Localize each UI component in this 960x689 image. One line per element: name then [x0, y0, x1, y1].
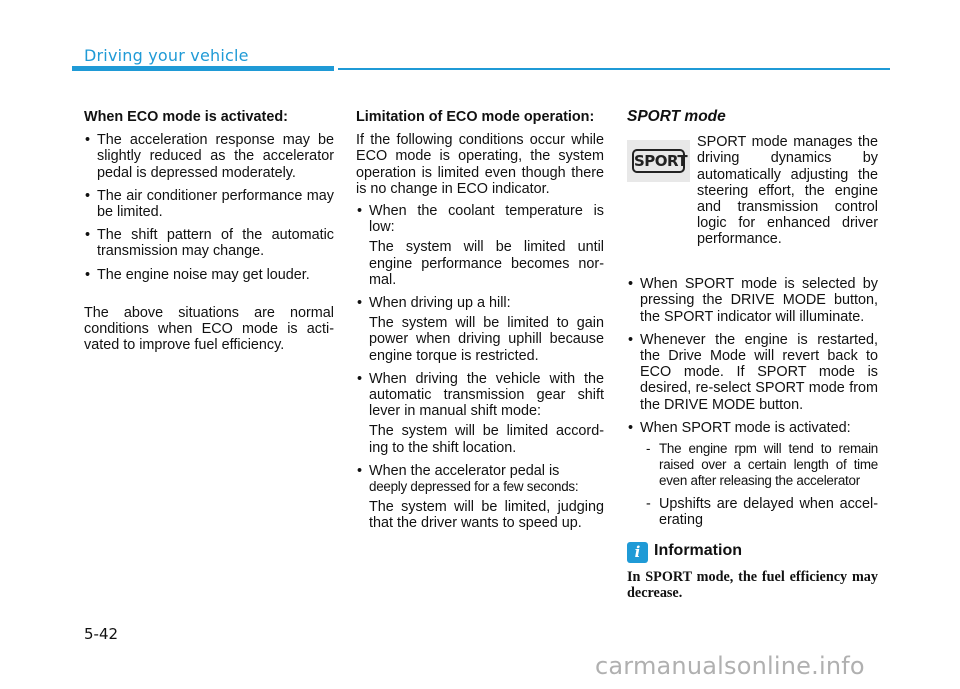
sport-mode-indicator-icon	[627, 140, 690, 182]
list-item: • The engine noise may get louder.	[84, 267, 334, 283]
information-title: Information	[654, 542, 742, 560]
eco-limitation-list	[356, 203, 604, 532]
column-eco-limitation	[356, 109, 604, 539]
sport-description: SPORT mode manages the driving dynamics by automatically adjusting the steering effort, the engine and transmission control logic for enhanced driver performance.	[697, 134, 878, 248]
list-item	[356, 371, 604, 456]
eco-limitation-intro: If the following conditions occur while ECO mode is operating, the system operation is limited even though there is no change in ECO indicator.	[356, 132, 604, 197]
condition-text: When driving the vehicle with the automatic transmission gear shift lever in manual shift mode:	[369, 370, 604, 420]
list-item	[356, 203, 604, 288]
list-item: • The shift pattern of the automatic transmission may change.	[84, 227, 334, 259]
condition-text: When the coolant temperature is low:	[369, 203, 604, 236]
result-text: The system will be limited to gain power when driving uphill because engine torque is restricted.	[369, 315, 604, 364]
section-title: Driving your vehicle	[84, 46, 249, 65]
watermark: carmanualsonline.info	[595, 652, 865, 680]
list-item: • The air conditioner performance may be limited.	[84, 188, 334, 220]
sport-effects-sublist	[640, 441, 878, 528]
list-item	[356, 463, 604, 532]
sub-list-item: - The engine rpm will tend to remain raised over a certain length of time even after releasing the accelerator	[640, 441, 878, 490]
eco-effects-list	[84, 132, 334, 283]
page-number: 5-42	[84, 625, 119, 643]
list-item	[627, 420, 878, 528]
header-rule-thick	[72, 66, 334, 71]
condition-text-continued: deeply depressed for a few seconds:	[369, 479, 579, 495]
sport-mode-list	[627, 276, 878, 528]
eco-note-paragraph: The above situations are normal conditions when ECO mode is acti-vated to improve fuel efficiency.	[84, 304, 334, 354]
eco-activated-heading: When ECO mode is activated:	[84, 109, 288, 125]
sport-intro-block	[627, 134, 878, 272]
list-item	[356, 295, 604, 364]
activated-text: When SPORT mode is activated:	[640, 419, 851, 436]
result-text: The system will be limited until engine performance becomes nor-mal.	[369, 239, 604, 288]
list-item: • When SPORT mode is selected by pressing the DRIVE MODE button, the SPORT indicator will illuminate.	[627, 276, 878, 325]
information-text: In SPORT mode, the fuel efficiency may decrease.	[627, 569, 878, 602]
eco-limitation-heading: Limitation of ECO mode operation:	[356, 109, 595, 125]
info-icon: i	[627, 542, 648, 563]
column-eco-activated	[84, 109, 334, 359]
list-item: • The acceleration response may be slightly reduced as the accelerator pedal is depressed moderately.	[84, 132, 334, 181]
sport-mode-title: SPORT mode	[627, 108, 726, 125]
result-text: The system will be limited, judging that the driver wants to speed up.	[369, 499, 604, 532]
sub-list-item: - Upshifts are delayed when accel-erating	[640, 496, 878, 528]
information-header	[627, 542, 878, 564]
list-item: • Whenever the engine is restarted, the Drive Mode will revert back to ECO mode. If SPORT mode is desired, re-select SPORT mode from the DRIVE MODE button.	[627, 332, 878, 413]
sport-badge-label: SPORT	[632, 149, 685, 173]
condition-text: When driving up a hill:	[369, 295, 511, 312]
column-sport-mode	[627, 109, 878, 601]
result-text: The system will be limited accord-ing to the shift location.	[369, 423, 604, 456]
condition-text: • When the accelerator pedal is	[369, 462, 560, 479]
header-rule-thin	[338, 68, 890, 70]
